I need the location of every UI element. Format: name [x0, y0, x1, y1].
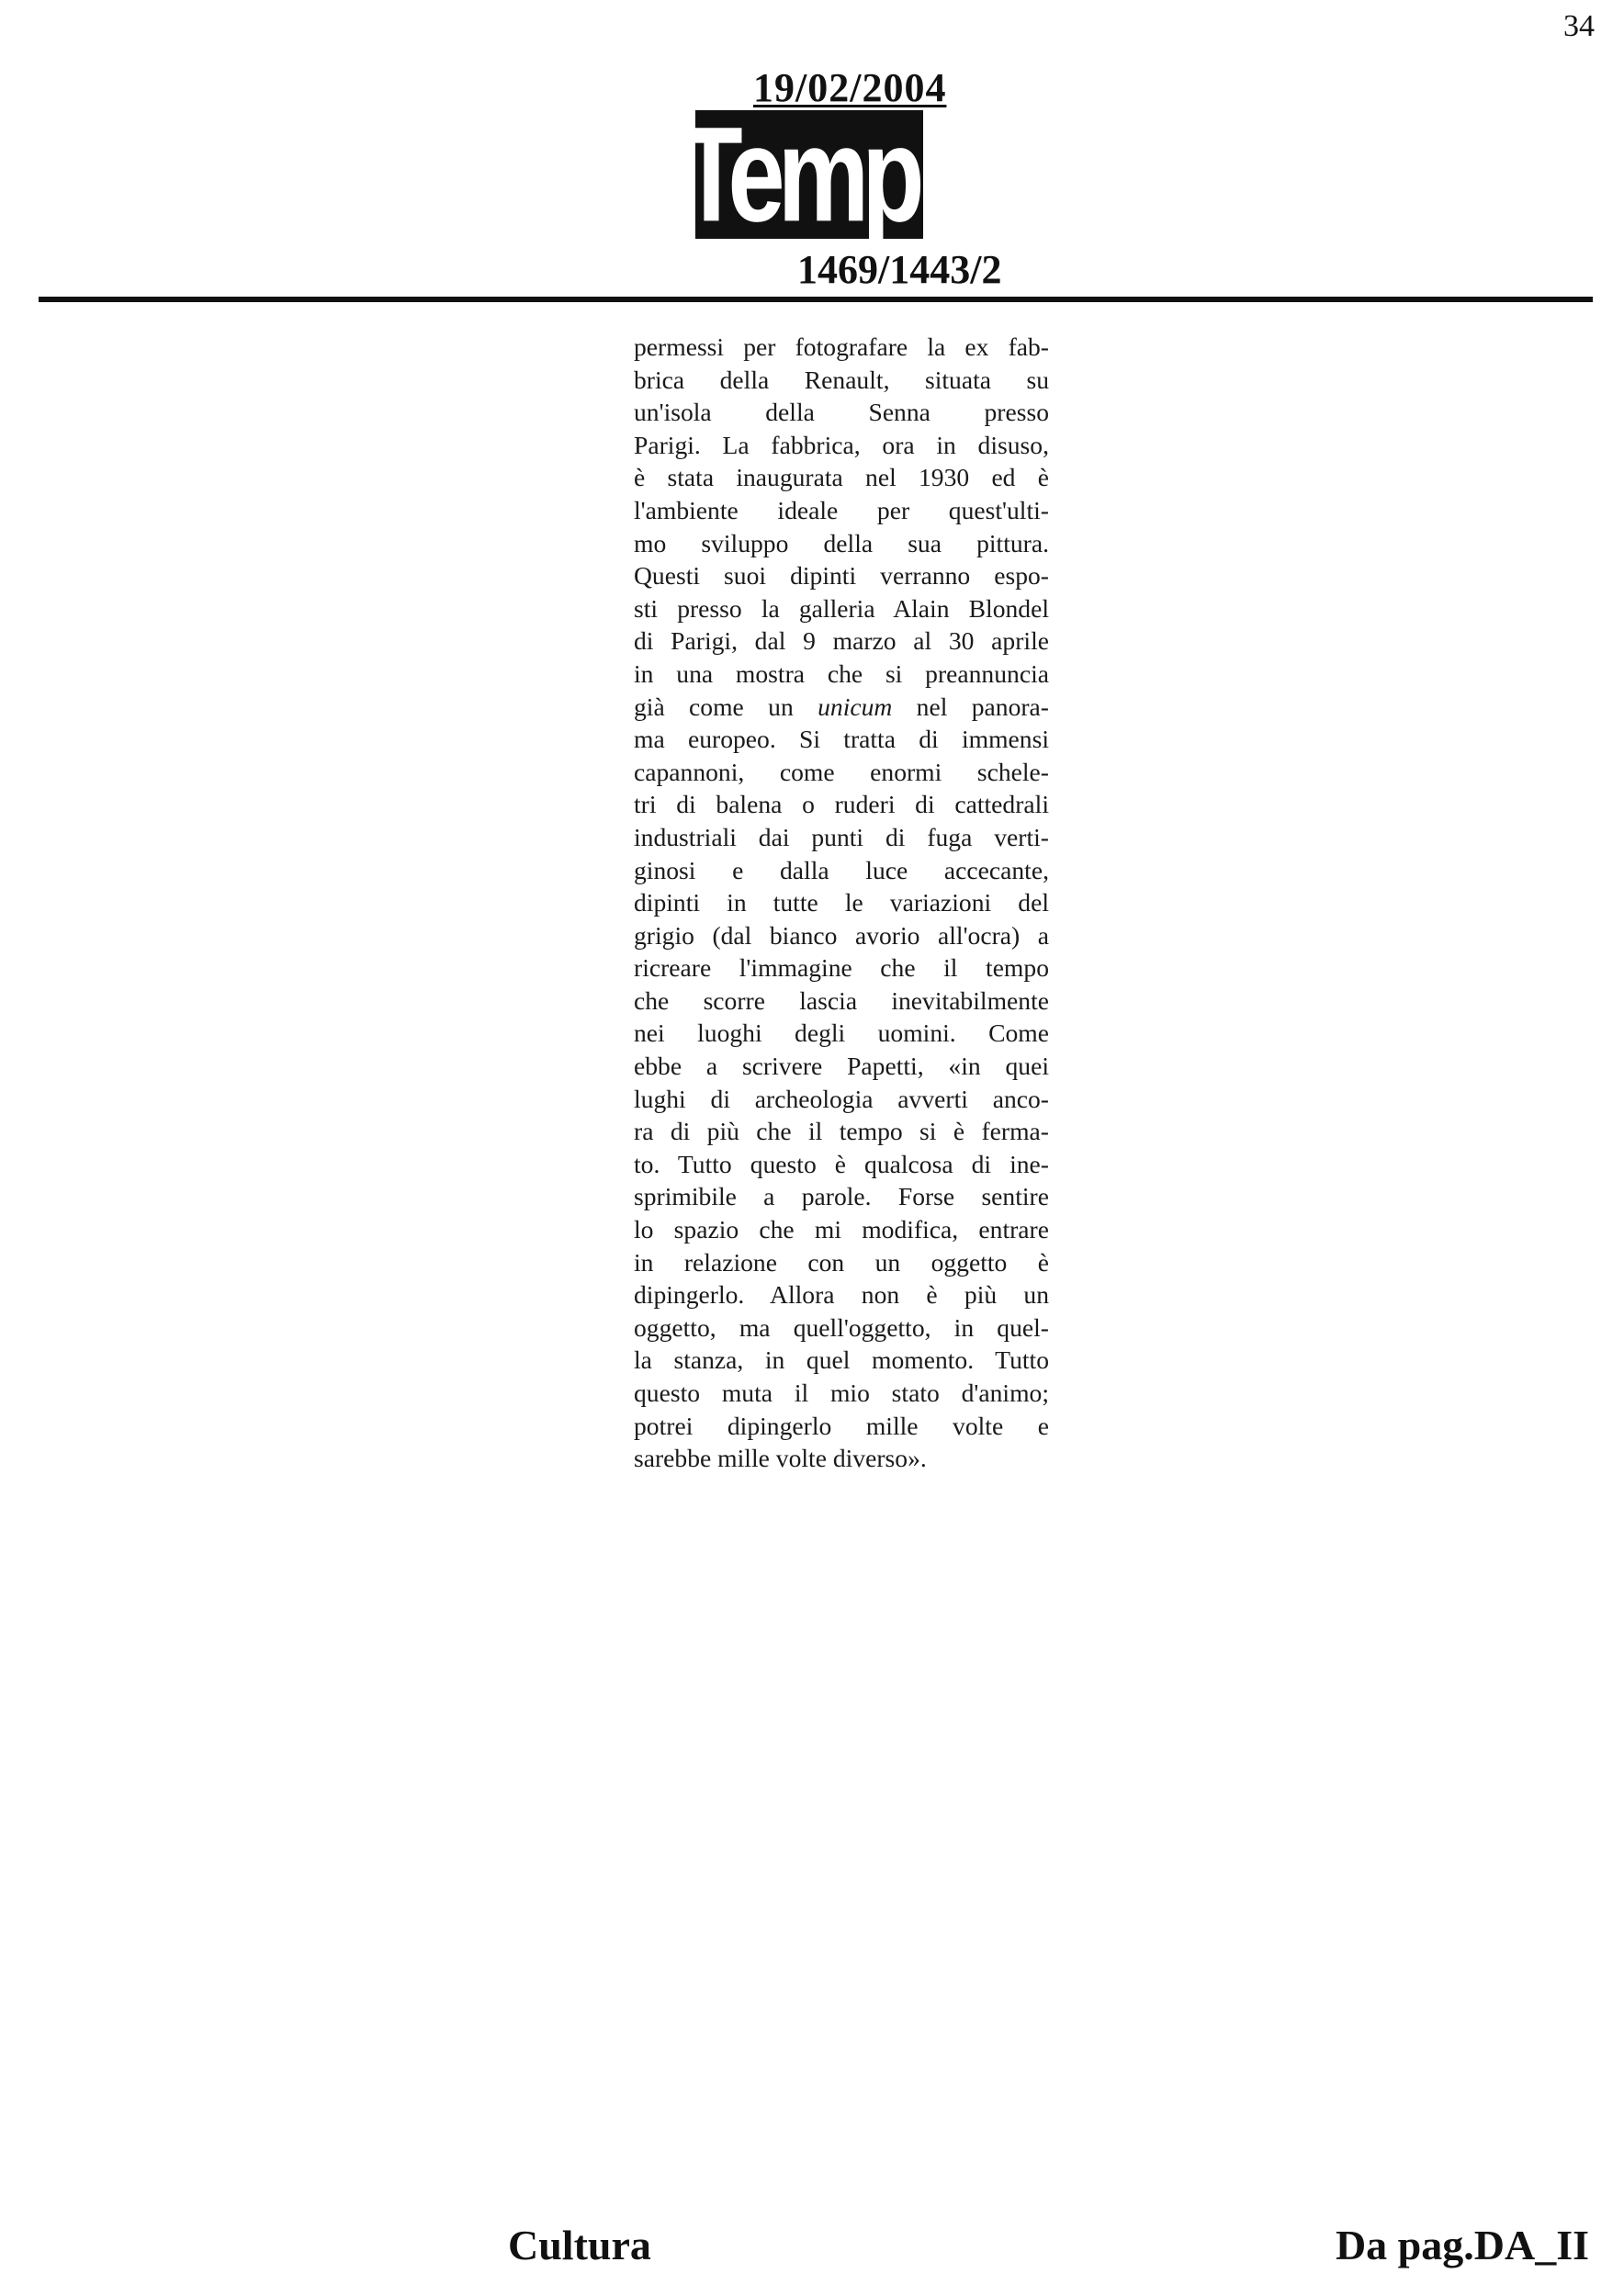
article-line: in relazione con un oggetto è — [634, 1247, 1049, 1277]
article-line: to. Tutto questo è qualcosa di ine- — [634, 1149, 1049, 1178]
article-line: di Parigi, dal 9 marzo al 30 aprile — [634, 626, 1049, 656]
article-line: grigio (dal bianco avorio all'ocra) a — [634, 920, 1049, 950]
article-line: potrei dipingerlo mille volte e — [634, 1411, 1049, 1440]
logo-text: Tempi — [680, 98, 939, 250]
article-line: questo muta il mio stato d'animo; — [634, 1379, 1049, 1407]
article-line: lo spazio che mi modifica, entrare — [634, 1215, 1049, 1244]
article-line: nei luoghi degli uomini. Come — [634, 1019, 1049, 1048]
page-number: 34 — [1563, 9, 1595, 43]
article-line: capannoni, come enormi schele- — [634, 757, 1049, 786]
article-line: oggetto, ma quell'oggetto, in quel- — [634, 1312, 1049, 1342]
article-line: ginosi e dalla luce accecante, — [634, 855, 1049, 884]
article-line: Parigi. La fabbrica, ora in disuso, — [634, 430, 1049, 459]
article-line: mo sviluppo della sua pittura. — [634, 528, 1049, 557]
article-line: dipinti in tutte le variazioni del — [634, 888, 1049, 917]
section-label: Cultura — [508, 2222, 651, 2268]
article-line: è stata inaugurata nel 1930 ed è — [634, 463, 1049, 492]
article-line: dipingerlo. Allora non è più un — [634, 1280, 1049, 1310]
article-line: permessi per fotografare la ex fab- — [634, 332, 1049, 361]
article-line: un'isola della Senna presso — [634, 398, 1049, 427]
source-label: Da pag.DA_II — [1335, 2222, 1589, 2268]
header-rule — [39, 297, 1593, 302]
article-line: in una mostra che si preannuncia — [634, 658, 1049, 688]
article-line: ricreare l'immagine che il tempo — [634, 953, 1049, 983]
article-line: lughi di archeologia avverti anco- — [634, 1084, 1049, 1113]
reference-code: 1469/1443/2 — [797, 247, 1002, 292]
article-line: l'ambiente ideale per quest'ulti- — [634, 495, 1049, 524]
article-line: industriali dai punti di fuga verti- — [634, 822, 1049, 851]
article-line: tri di balena o ruderi di cattedrali — [634, 790, 1049, 819]
italic-word: unicum — [818, 692, 893, 721]
article-line: ra di più che il tempo si è ferma- — [634, 1117, 1049, 1146]
article-body — [634, 331, 1049, 1475]
date-label: 19/02/2004 — [753, 65, 947, 110]
article-line: sarebbe mille volte diverso». — [634, 1444, 927, 1473]
article-line: Questi suoi dipinti verranno espo- — [634, 561, 1049, 591]
article-line: ma europeo. Si tratta di immensi — [634, 725, 1049, 754]
newspaper-logo — [680, 98, 939, 250]
article-line: brica della Renault, situata su — [634, 365, 1049, 394]
article-line: che scorre lascia inevitabilmente — [634, 985, 1049, 1015]
article-line: ebbe a scrivere Papetti, «in quei — [634, 1052, 1049, 1081]
article-line: sprimibile a parole. Forse sentire — [634, 1182, 1049, 1211]
article-line: già come un unicum nel panora- — [634, 692, 1049, 721]
article-line: la stanza, in quel momento. Tutto — [634, 1345, 1049, 1375]
article-line: sti presso la galleria Alain Blondel — [634, 593, 1049, 623]
